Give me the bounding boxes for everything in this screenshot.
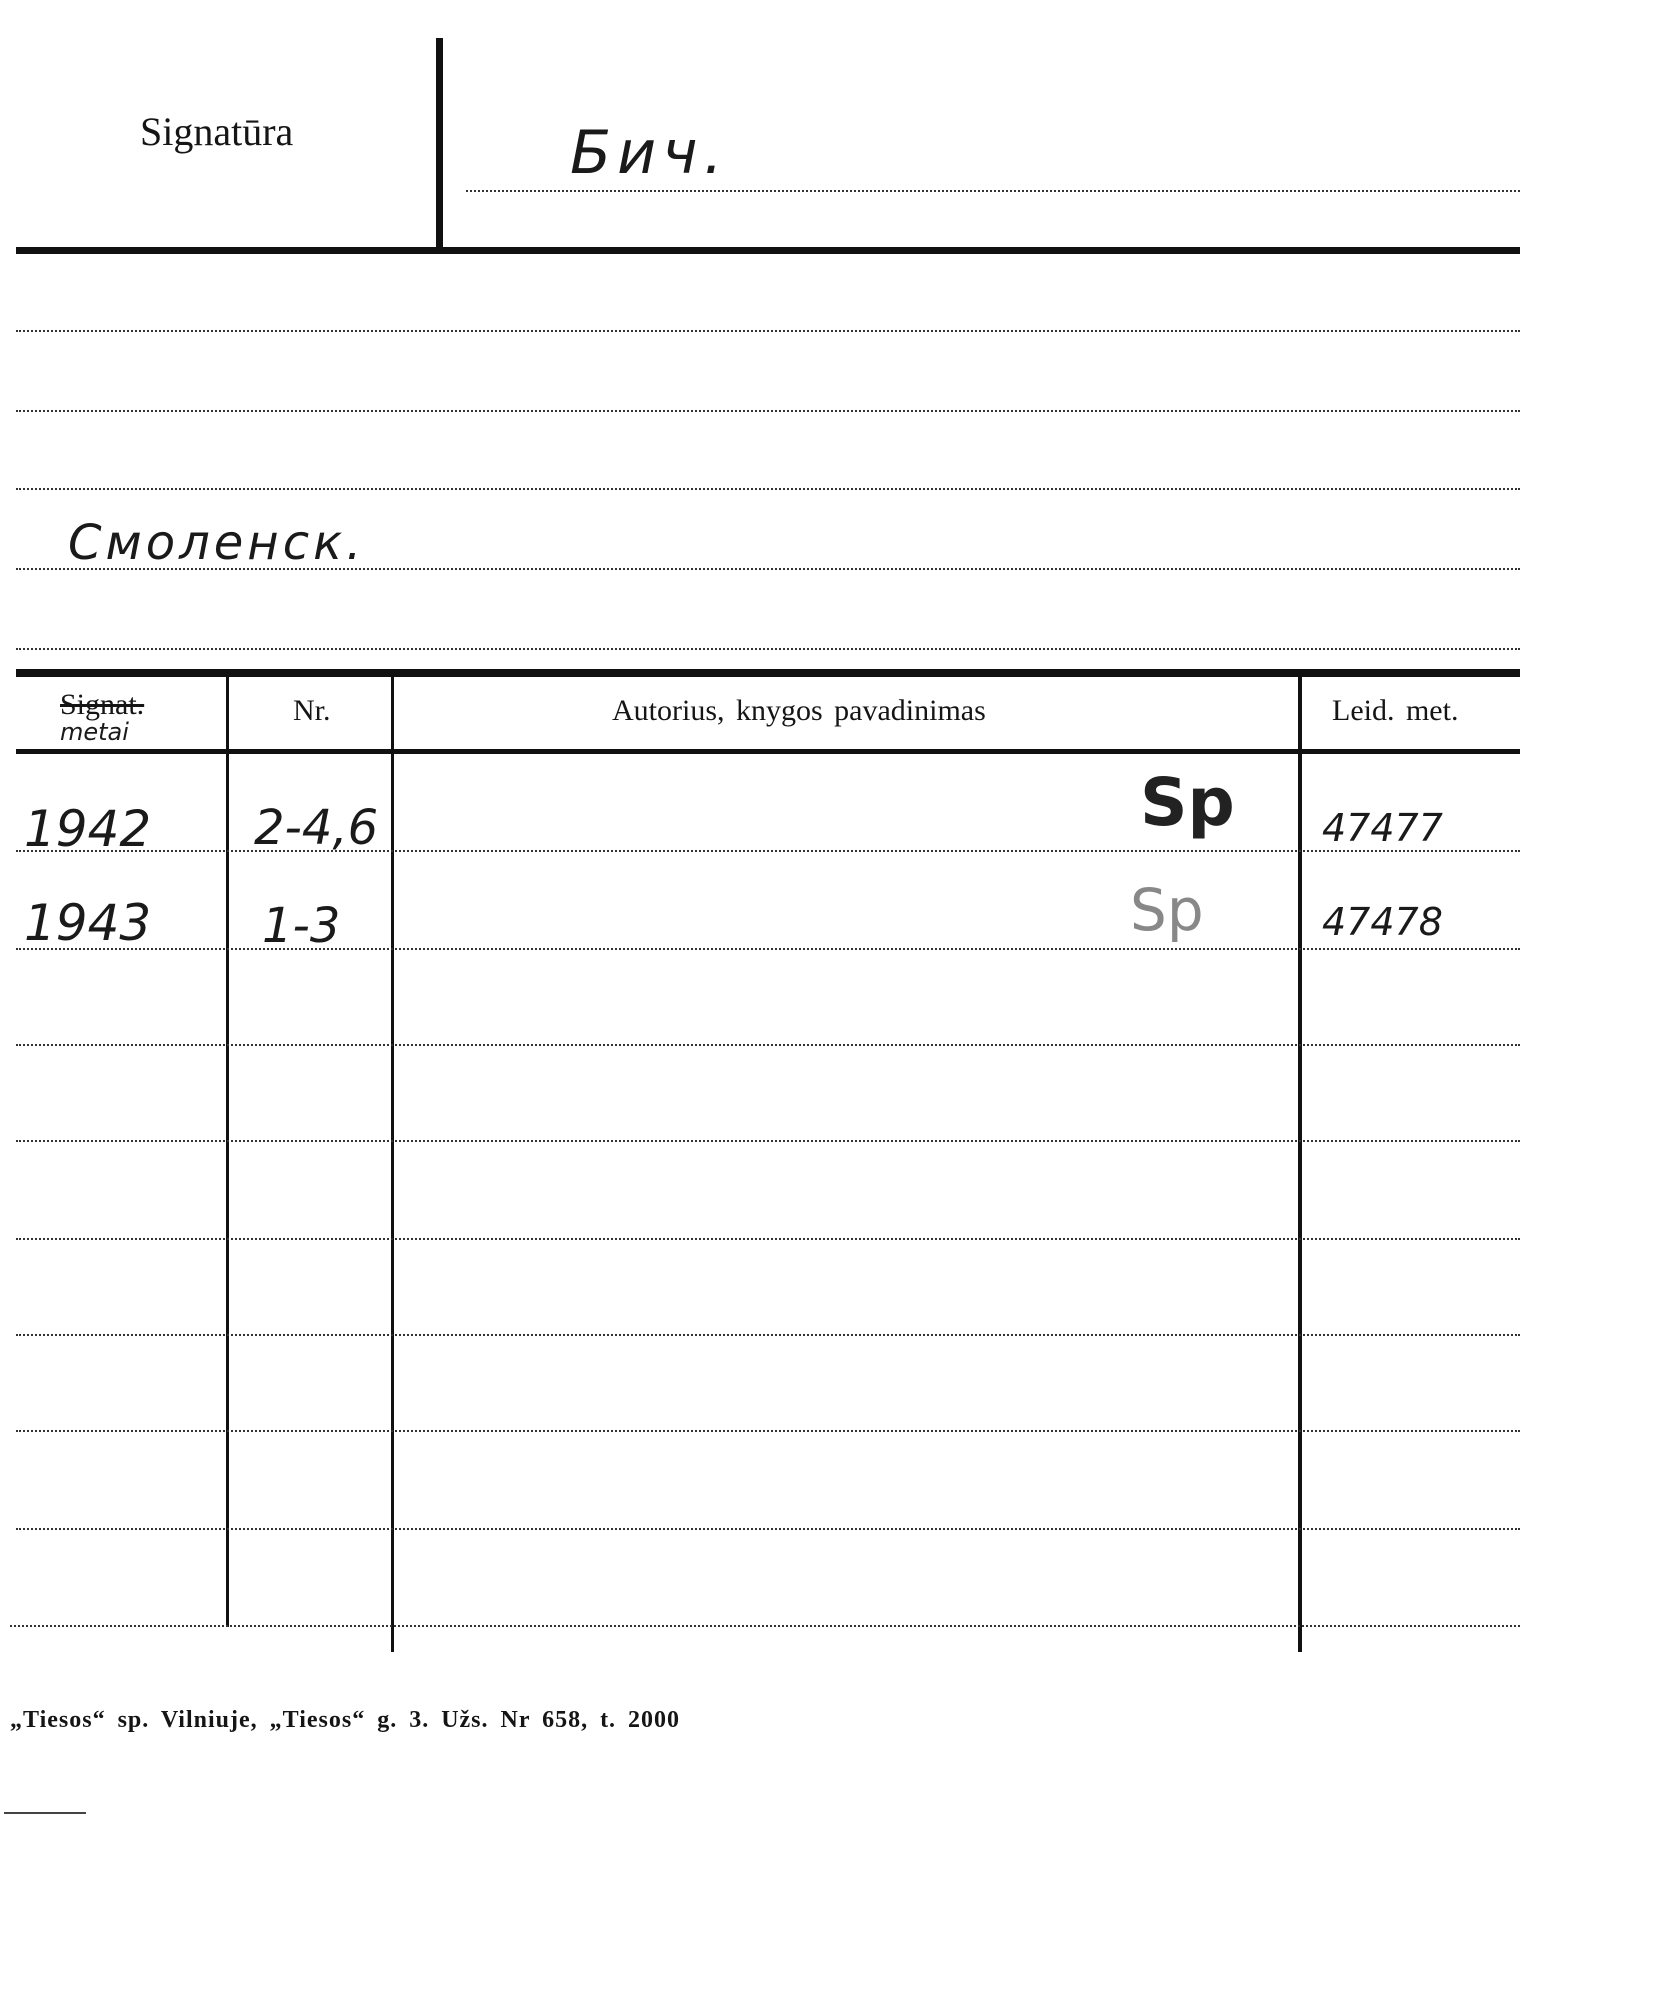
title-line-5 (16, 648, 1520, 650)
title-line-1 (16, 330, 1520, 332)
row-1-year: 1942 (24, 800, 152, 858)
header-rule (16, 247, 1520, 254)
row-1-mark: Sp (1140, 764, 1235, 841)
column-header-year: Leid. met. (1332, 694, 1459, 727)
row-2-nr: 1-3 (262, 898, 341, 954)
row-line-8 (16, 1528, 1520, 1530)
row-2-year: 1943 (24, 894, 152, 952)
row-line-9 (10, 1625, 1520, 1627)
row-line-1 (16, 850, 1520, 852)
row-line-6 (16, 1334, 1520, 1336)
table-header-rule (16, 749, 1520, 754)
row-1-nr: 2-4,6 (254, 800, 379, 856)
row-line-4 (16, 1140, 1520, 1142)
title-line-4 (16, 568, 1520, 570)
column-header-signat (60, 690, 144, 720)
column-header-nr: Nr. (293, 694, 331, 727)
column-divider-2 (391, 677, 394, 1652)
printer-imprint: „Tiesos“ sp. Vilniuje, „Tiesos“ g. 3. Užs. Nr 658, t. 2000 (10, 1707, 681, 1733)
title-line-3 (16, 488, 1520, 490)
column-header-author-title: Autorius, knygos pavadinimas (612, 694, 986, 727)
signature-label: Signatūra (140, 109, 294, 154)
signature-value: Бич. (570, 118, 729, 188)
signature-line (466, 190, 1520, 192)
row-line-5 (16, 1238, 1520, 1240)
table-top-rule (16, 669, 1520, 677)
row-2-inventory: 47478 (1322, 900, 1443, 944)
row-line-2 (16, 948, 1520, 950)
title-line-2 (16, 410, 1520, 412)
column-divider-1 (226, 677, 229, 1627)
row-line-3 (16, 1044, 1520, 1046)
row-1-inventory: 47477 (1322, 806, 1443, 850)
column-divider-3 (1298, 677, 1302, 1652)
signat-written-label: metai (60, 718, 129, 746)
row-line-7 (16, 1430, 1520, 1432)
signat-struck-label: Signat. (60, 688, 145, 721)
row-2-mark: Sp (1130, 876, 1204, 944)
place-name: Смоленск. (68, 515, 366, 571)
header-vertical-divider (436, 38, 443, 248)
scan-mark (4, 1812, 86, 1814)
